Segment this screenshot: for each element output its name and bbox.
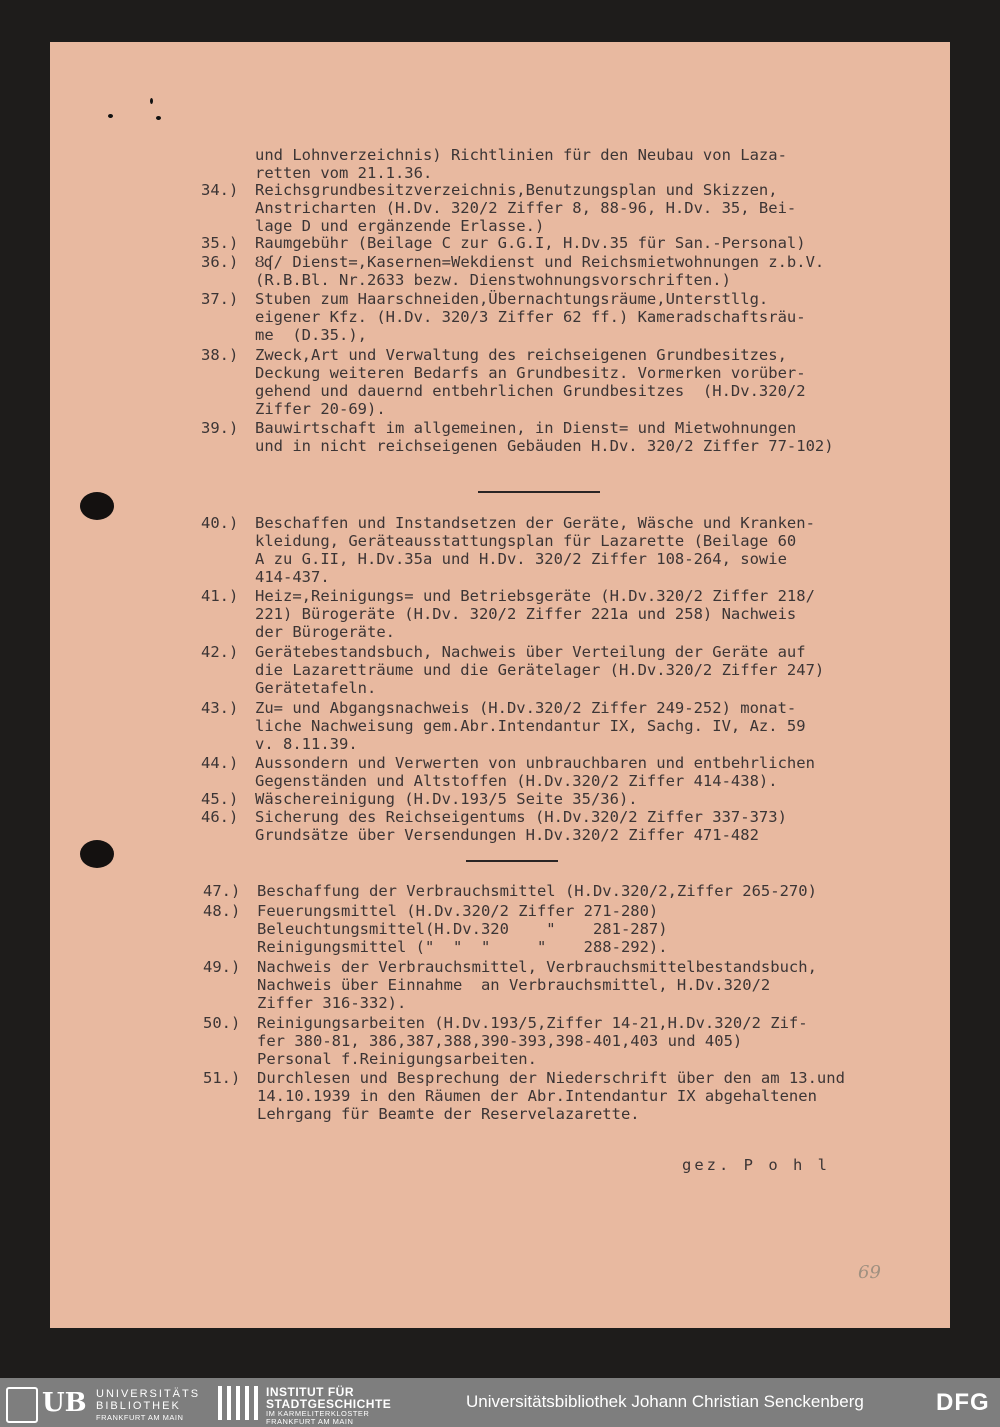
item-number: 49.) xyxy=(203,958,241,976)
text-line: 221) Bürogeräte (H.Dv. 320/2 Ziffer 221a und 258) Nachweis xyxy=(255,605,797,623)
text-line: liche Nachweisung gem.Abr.Intendantur IX, Sachg. IV, Az. 59 xyxy=(255,717,806,735)
text-line: Ziffer 316-332). xyxy=(257,994,407,1012)
text-line: und in nicht reichseigenen Gebäuden H.Dv. 320/2 Ziffer 77-102) xyxy=(255,437,834,455)
text-line: Beschaffen und Instandsetzen der Geräte, Wäsche und Kranken- xyxy=(255,514,815,532)
item-number: 34.) xyxy=(201,181,239,199)
text-line: der Bürogeräte. xyxy=(255,623,395,641)
text-line: gehend und dauernd entbehrlichen Grundbesitzes (H.Dv.320/2 xyxy=(255,382,806,400)
text-line: Reinigungsarbeiten (H.Dv.193/5,Ziffer 14-21,H.Dv.320/2 Zif- xyxy=(257,1014,808,1032)
institute-columns-icon xyxy=(218,1386,258,1420)
text-line: eigener Kfz. (H.Dv. 320/3 Ziffer 62 ff.) Kameradschaftsräu- xyxy=(255,308,806,326)
text-line: Aussondern und Verwerten von unbrauchbaren und entbehrlichen xyxy=(255,754,815,772)
text-line: Anstricharten (H.Dv. 320/2 Ziffer 8, 88-96, H.Dv. 35, Bei- xyxy=(255,199,797,217)
item-number: 47.) xyxy=(203,882,241,900)
text-line: Sicherung des Reichseigentums (H.Dv.320/2 Ziffer 337-373) xyxy=(255,808,787,826)
item-number: 50.) xyxy=(203,1014,241,1032)
pencil-page-number: 69 xyxy=(858,1262,881,1283)
institute-line-1: INSTITUT FÜR xyxy=(266,1385,354,1399)
text-line: Nachweis über Einnahme an Verbrauchsmittel, H.Dv.320/2 xyxy=(257,976,771,994)
section-divider xyxy=(466,860,558,862)
text-line: me (D.35.), xyxy=(255,326,367,344)
text-line: 414-437. xyxy=(255,568,330,586)
text-line: Personal f.Reinigungsarbeiten. xyxy=(257,1050,537,1068)
text-line: Ziffer 20-69). xyxy=(255,400,386,418)
text-line: Beschaffung der Verbrauchsmittel (H.Dv.320/2,Ziffer 265-270) xyxy=(257,882,817,900)
text-line: Raumgebühr (Beilage C zur G.G.I, H.Dv.35 für San.-Personal) xyxy=(255,234,806,252)
signature: gez. P o h l xyxy=(682,1156,830,1174)
item-number: 46.) xyxy=(201,808,239,826)
text-line: fer 380-81, 386,387,388,390-393,398-401,403 und 405) xyxy=(257,1032,743,1050)
text-line: lage D und ergänzende Erlasse.) xyxy=(255,217,545,235)
text-line: Ȣʠ/ Dienst=,Kasernen=Wekdienst und Reichsmietwohnungen z.b.V. xyxy=(255,253,825,271)
text-line: Zu= und Abgangsnachweis (H.Dv.320/2 Ziffer 249-252) monat- xyxy=(255,699,797,717)
text-line: Bauwirtschaft im allgemeinen, in Dienst= und Mietwohnungen xyxy=(255,419,797,437)
text-line: 14.10.1939 in den Räumen der Abr.Intendantur IX abgehaltenen xyxy=(257,1087,817,1105)
footer-bar xyxy=(0,1378,1000,1427)
ink-speck xyxy=(108,114,113,118)
text-line: die Lazaretträume und die Gerätelager (H.Dv.320/2 Ziffer 247) xyxy=(255,661,825,679)
text-line: Wäschereinigung (H.Dv.193/5 Seite 35/36). xyxy=(255,790,638,808)
institute-line-3: IM KARMELITERKLOSTER xyxy=(266,1409,370,1418)
ub-line-3: FRANKFURT AM MAIN xyxy=(96,1413,184,1422)
ub-line-2: BIBLIOTHEK xyxy=(96,1400,181,1412)
text-line: Gerätetafeln. xyxy=(255,679,377,697)
text-line: kleidung, Geräteausstattungsplan für Lazarette (Beilage 60 xyxy=(255,532,797,550)
text-line: (R.B.Bl. Nr.2633 bezw. Dienstwohnungsvorschriften.) xyxy=(255,271,731,289)
item-number: 42.) xyxy=(201,643,239,661)
text-line: Nachweis der Verbrauchsmittel, Verbrauchsmittelbestandsbuch, xyxy=(257,958,817,976)
text-line: Durchlesen und Besprechung der Niederschrift über den am 13.und xyxy=(257,1069,845,1087)
item-number: 51.) xyxy=(203,1069,241,1087)
item-number: 37.) xyxy=(201,290,239,308)
ub-seal-icon xyxy=(6,1387,38,1423)
text-line: Gegenständen und Altstoffen (H.Dv.320/2 Ziffer 414-438). xyxy=(255,772,778,790)
text-line: Zweck,Art und Verwaltung des reichseigenen Grundbesitzes, xyxy=(255,346,787,364)
text-line: Reinigungsmittel (" " " " 288-292). xyxy=(257,938,668,956)
text-line: Reichsgrundbesitzverzeichnis,Benutzungsplan und Skizzen, xyxy=(255,181,778,199)
punch-hole xyxy=(80,492,114,520)
dfg-logo: DFG xyxy=(936,1389,990,1416)
text-line: Feuerungsmittel (H.Dv.320/2 Ziffer 271-280) xyxy=(257,902,659,920)
item-number: 48.) xyxy=(203,902,241,920)
text-line: Stuben zum Haarschneiden,Übernachtungsräume,Unterstllg. xyxy=(255,290,769,308)
item-number: 39.) xyxy=(201,419,239,437)
text-line: Beleuchtungsmittel(H.Dv.320 " 281-287) xyxy=(257,920,668,938)
text-line: retten vom 21.1.36. xyxy=(255,164,433,182)
text-line: v. 8.11.39. xyxy=(255,735,358,753)
text-line: Deckung weiteren Bedarfs an Grundbesitz. Vormerken vorüber- xyxy=(255,364,806,382)
ink-speck xyxy=(150,98,153,104)
institute-line-4: FRANKFURT AM MAIN xyxy=(266,1417,354,1426)
item-number: 36.) xyxy=(201,253,239,271)
item-number: 45.) xyxy=(201,790,239,808)
item-number: 41.) xyxy=(201,587,239,605)
text-line: Heiz=,Reinigungs= und Betriebsgeräte (H.Dv.320/2 Ziffer 218/ xyxy=(255,587,815,605)
text-line: und Lohnverzeichnis) Richtlinien für den Neubau von Laza- xyxy=(255,146,787,164)
institute-line-2: STADTGESCHICHTE xyxy=(266,1397,392,1411)
text-line: Lehrgang für Beamte der Reservelazarette. xyxy=(257,1105,640,1123)
ub-abbreviation: UB xyxy=(42,1388,87,1418)
item-number: 35.) xyxy=(201,234,239,252)
section-divider xyxy=(478,491,600,493)
item-number: 40.) xyxy=(201,514,239,532)
text-line: Gerätebestandsbuch, Nachweis über Verteilung der Geräte auf xyxy=(255,643,806,661)
document-page xyxy=(50,42,950,1328)
item-number: 43.) xyxy=(201,699,239,717)
text-line: Grundsätze über Versendungen H.Dv.320/2 Ziffer 471-482 xyxy=(255,826,759,844)
item-number: 38.) xyxy=(201,346,239,364)
ub-line-1: UNIVERSITÄTS xyxy=(96,1388,201,1400)
ink-speck xyxy=(156,116,161,120)
item-number: 44.) xyxy=(201,754,239,772)
punch-hole xyxy=(80,840,114,868)
text-line: A zu G.II, H.Dv.35a und H.Dv. 320/2 Ziffer 108-264, sowie xyxy=(255,550,787,568)
library-name: Universitätsbibliothek Johann Christian Senckenberg xyxy=(466,1392,864,1411)
